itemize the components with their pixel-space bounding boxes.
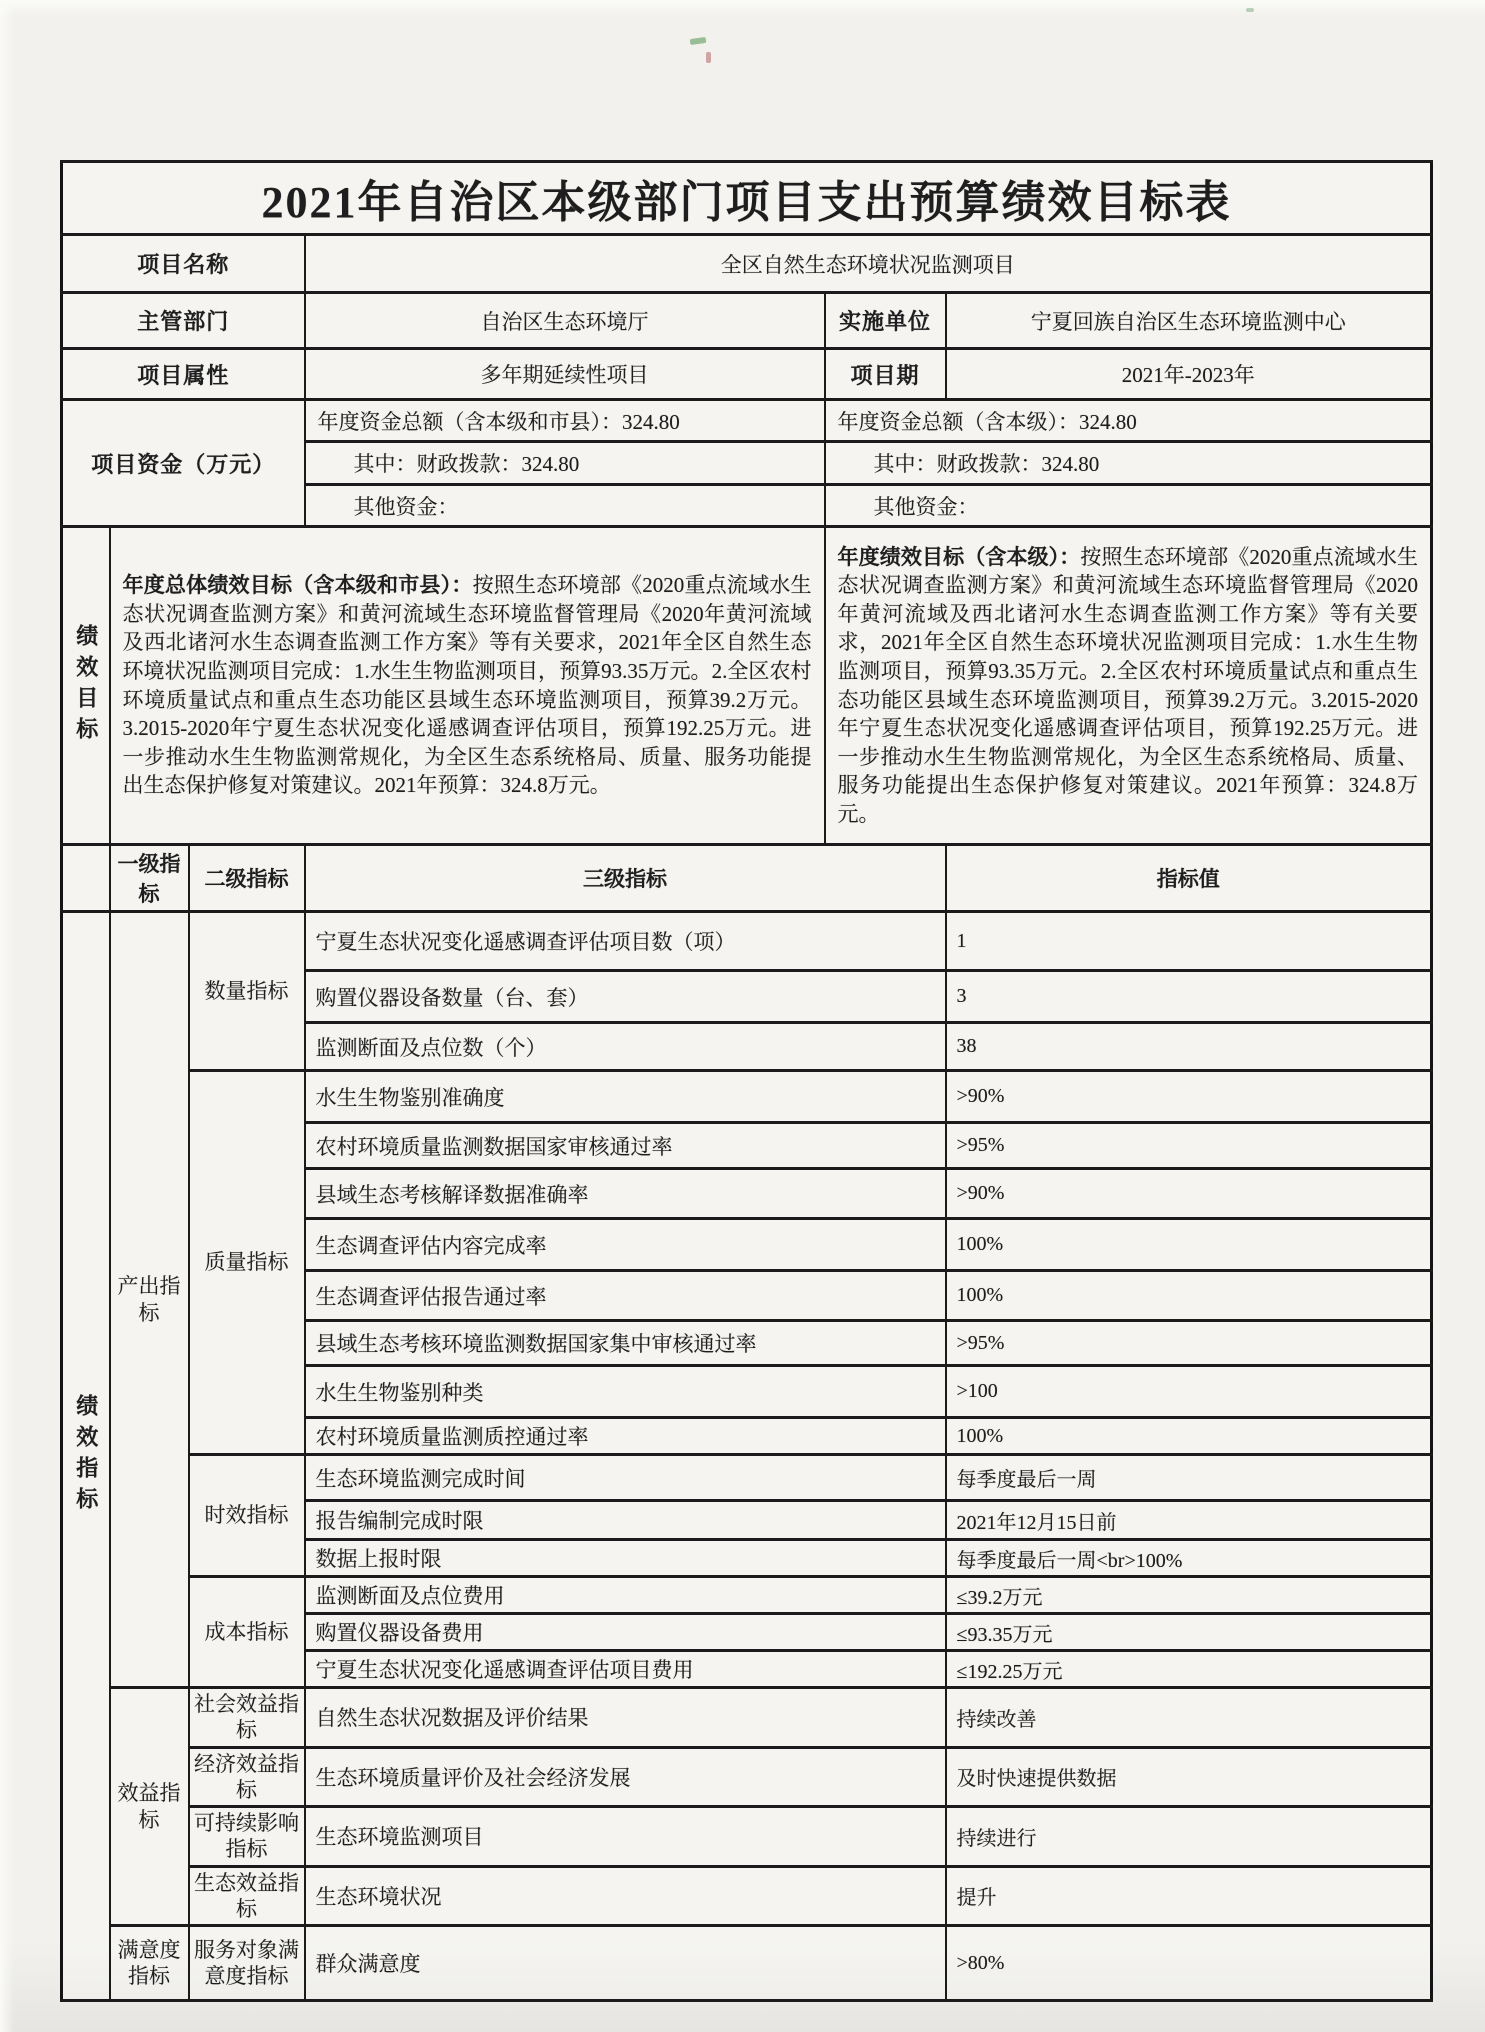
indicator-name: 生态环境监测项目: [305, 1807, 946, 1867]
indicator-value: ≤192.25万元: [946, 1651, 1432, 1688]
indicator-value: >80%: [946, 1926, 1432, 2001]
funding-fiscal-right: 其中：财政拨款：324.80: [825, 442, 1432, 485]
goal-overall-cell: [110, 527, 825, 845]
performance-target-table: [60, 160, 1433, 2002]
indicator-name: 购置仪器设备费用: [305, 1614, 946, 1651]
indicator-name: 监测断面及点位费用: [305, 1577, 946, 1614]
indicator-value: 提升: [946, 1866, 1432, 1926]
indicator-value: 每季度最后一周<br>100%: [946, 1540, 1432, 1577]
project-name-value: 全区自然生态环境状况监测项目: [305, 235, 1432, 293]
indicator-name: 农村环境质量监测数据国家审核通过率: [305, 1123, 946, 1169]
level1-output: 产出指标: [110, 912, 189, 1688]
scan-artifact: [706, 52, 711, 63]
indicator-name: 生态调查评估报告通过率: [305, 1271, 946, 1321]
indicator-value: >100: [946, 1366, 1432, 1418]
indicator-value: ≤39.2万元: [946, 1577, 1432, 1614]
indicator-value: 100%: [946, 1219, 1432, 1271]
scan-artifact: [690, 37, 707, 45]
attr-label: 项目属性: [62, 349, 305, 400]
level2-service-satisfaction: 服务对象满意度指标: [189, 1926, 305, 2001]
indicator-name: 水生生物鉴别种类: [305, 1366, 946, 1418]
indicator-name: 水生生物鉴别准确度: [305, 1071, 946, 1123]
indicator-name: 农村环境质量监测质控通过率: [305, 1418, 946, 1455]
dept-value: 自治区生态环境厅: [305, 293, 825, 349]
indicator-name: 群众满意度: [305, 1926, 946, 2001]
funding-label: 项目资金（万元）: [62, 400, 305, 527]
goal-overall-lead: 年度总体绩效目标（含本级和市县）：: [122, 573, 473, 598]
indicator-value: ≤93.35万元: [946, 1614, 1432, 1651]
indicator-name: 生态环境状况: [305, 1866, 946, 1926]
indicator-name: 购置仪器设备数量（台、套）: [305, 971, 946, 1023]
indicator-value: 100%: [946, 1418, 1432, 1455]
funding-other-right: 其他资金：: [825, 485, 1432, 527]
goals-section-label-cell: [62, 527, 110, 845]
indicator-name: 县域生态考核解译数据准确率: [305, 1169, 946, 1219]
indicator-corner-cell: [62, 845, 110, 912]
goal-annual-cell: [825, 527, 1432, 845]
level2-quality: 质量指标: [189, 1071, 305, 1455]
indicator-name: 宁夏生态状况变化遥感调查评估项目费用: [305, 1651, 946, 1688]
level2-sustainability: 可持续影响指标: [189, 1807, 305, 1867]
header-level3: 三级指标: [305, 845, 946, 912]
indicator-value: 持续进行: [946, 1807, 1432, 1867]
indicator-value: 3: [946, 971, 1432, 1023]
indicator-name: 生态环境质量评价及社会经济发展: [305, 1747, 946, 1807]
indicator-name: 县域生态考核环境监测数据国家集中审核通过率: [305, 1321, 946, 1366]
indicator-value: >95%: [946, 1123, 1432, 1169]
indicator-name: 监测断面及点位数（个）: [305, 1023, 946, 1071]
level2-economic-benefit: 经济效益指标: [189, 1747, 305, 1807]
header-level1: 一级指标: [110, 845, 189, 912]
header-level2: 二级指标: [189, 845, 305, 912]
indicator-value: 持续改善: [946, 1688, 1432, 1748]
document-title: 2021年自治区本级部门项目支出预算绩效目标表: [62, 162, 1432, 235]
funding-total-left: 年度资金总额（含本级和市县）：324.80: [305, 400, 825, 442]
scan-artifact: [1246, 8, 1254, 12]
indicator-value: 1: [946, 912, 1432, 971]
indicator-name: 生态调查评估内容完成率: [305, 1219, 946, 1271]
impl-unit-label: 实施单位: [825, 293, 946, 349]
level2-quantity: 数量指标: [189, 912, 305, 1071]
indicator-value: 100%: [946, 1271, 1432, 1321]
indicator-value: 38: [946, 1023, 1432, 1071]
level2-social-benefit: 社会效益指标: [189, 1688, 305, 1748]
goal-overall-text: 按照生态环境部《2020重点流域水生态状况调查监测方案》和黄河流域生态环境监督管理局《2020年黄河流域及西北诸河水生态调查监测工作方案》等有关要求，2021年全区自然生态环境状况监测项目完成：1.水生生物监测项目，预算93.35万元。2.全区农村环境质量试点和重点生态功能区县域生态环境监测项目，预算39.2万元。3.2015-2020年宁夏生态状况变化遥感调查评估项目，预算192.25万元。进一步推动水生生物监测常规化，为全区生态系统格局、质量、服务功能提出生态保护修复对策建议。2021年预算：324.8万元。: [122, 573, 812, 798]
level1-satisfaction: 满意度指标: [110, 1926, 189, 2001]
indicator-value: >90%: [946, 1071, 1432, 1123]
goal-annual-lead: 年度绩效目标（含本级）：: [837, 544, 1081, 569]
indicators-section-label-cell: [62, 912, 110, 2001]
funding-fiscal-left: 其中：财政拨款：324.80: [305, 442, 825, 485]
indicator-name: 报告编制完成时限: [305, 1501, 946, 1540]
period-label: 项目期: [825, 349, 946, 400]
indicator-value: 及时快速提供数据: [946, 1747, 1432, 1807]
indicator-name: 自然生态状况数据及评价结果: [305, 1688, 946, 1748]
indicator-value: >95%: [946, 1321, 1432, 1366]
funding-other-left: 其他资金：: [305, 485, 825, 527]
indicator-value: 每季度最后一周: [946, 1455, 1432, 1501]
indicator-name: 生态环境监测完成时间: [305, 1455, 946, 1501]
level2-cost: 成本指标: [189, 1577, 305, 1688]
attr-value: 多年期延续性项目: [305, 349, 825, 400]
level1-benefit: 效益指标: [110, 1688, 189, 1926]
goal-annual-text: 按照生态环境部《2020重点流域水生态状况调查监测方案》和黄河流域生态环境监督管理局《2020年黄河流域及西北诸河水生态调查监测工作方案》等有关要求，2021年全区自然生态环境状况监测项目完成：1.水生生物监测项目，预算93.35万元。2.全区农村环境质量试点和重点生态功能区县域生态环境监测项目，预算39.2万元。3.2015-2020年宁夏生态状况变化遥感调查评估项目，预算192.25万元。进一步推动水生生物监测常规化，为全区生态系统格局、质量、服务功能提出生态保护修复对策建议。2021年预算：324.8万元。: [837, 544, 1419, 826]
indicator-name: 宁夏生态状况变化遥感调查评估项目数（项）: [305, 912, 946, 971]
indicator-value: 2021年12月15日前: [946, 1501, 1432, 1540]
indicator-name: 数据上报时限: [305, 1540, 946, 1577]
project-name-label: 项目名称: [62, 235, 305, 293]
dept-label: 主管部门: [62, 293, 305, 349]
level2-ecological-benefit: 生态效益指标: [189, 1866, 305, 1926]
goals-section-label: 绩效目标: [73, 623, 99, 748]
level2-timeliness: 时效指标: [189, 1455, 305, 1577]
impl-unit-value: 宁夏回族自治区生态环境监测中心: [946, 293, 1432, 349]
period-value: 2021年-2023年: [946, 349, 1432, 400]
indicators-section-label: 绩效指标: [73, 1394, 99, 1518]
indicator-value: >90%: [946, 1169, 1432, 1219]
header-value: 指标值: [946, 845, 1432, 912]
funding-total-right: 年度资金总额（含本级）：324.80: [825, 400, 1432, 442]
